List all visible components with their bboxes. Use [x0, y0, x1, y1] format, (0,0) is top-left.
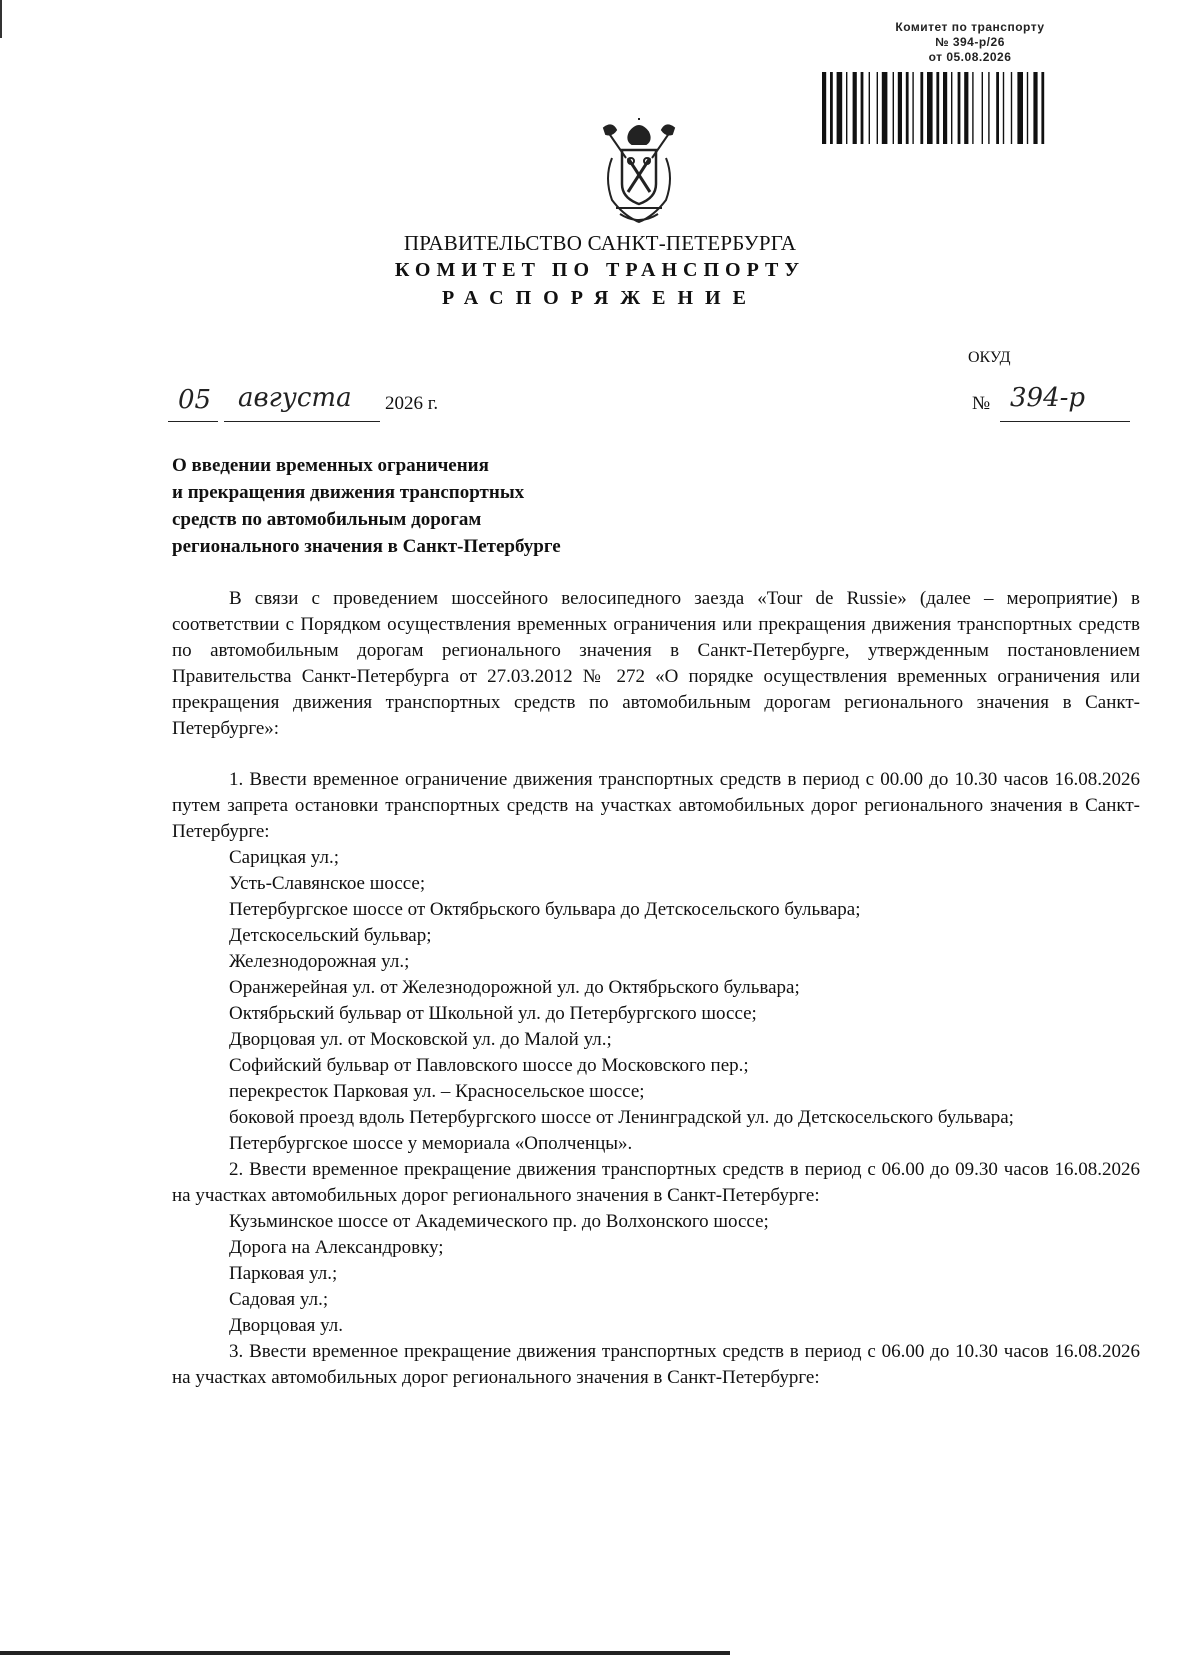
title-line: средств по автомобильным дорогам — [172, 509, 482, 530]
date-year: 2026 г. — [385, 393, 439, 414]
item-2-road: Дворцовая ул. — [229, 1315, 344, 1336]
okud-label: ОКУД — [968, 349, 1011, 366]
barcode-bar — [853, 72, 857, 144]
title-line: и прекращения движения транспортных — [172, 482, 525, 503]
barcode-bar — [882, 72, 888, 144]
intro-paragraph: В связи с проведением шоссейного велосипедного заезда «Tour de Russie» (далее – мероприятие) в соответствии с Порядком осуществления временных ограничения или прекращения движения транспортных средств по автомобильным дорогам регионального значения в Санкт-Петербурге, утвержденным постановлением Правительства Санкт-Петербурга от 27.03.2012 № 272 «О порядке осуществления временных ограничения или прекращения движения транспортных средств по автомобильным дорогам регионального значения в Санкт-Петербурге»: — [172, 588, 1140, 739]
barcode-bar — [822, 72, 826, 144]
barcode-bar — [1027, 72, 1028, 144]
document-body — [172, 586, 1140, 1391]
barcode-bar — [1003, 72, 1004, 144]
barcode-bar — [936, 72, 939, 144]
number-sign: № — [972, 393, 991, 414]
title-line: О введении временных ограничения — [172, 455, 489, 476]
barcode-bar — [958, 72, 961, 144]
barcode-bar — [898, 72, 902, 144]
date-day: 05 — [178, 385, 212, 415]
committee-name: КОМИТЕТ ПО ТРАНСПОРТУ — [394, 259, 806, 281]
barcode-bar — [1017, 72, 1023, 144]
item-1-road: Детскосельский бульвар; — [229, 925, 432, 946]
barcode-bar — [893, 72, 894, 144]
barcode-bar — [830, 72, 833, 144]
barcode-bar — [1033, 72, 1037, 144]
barcode-bar — [877, 72, 878, 144]
item-1-road: Софийский бульвар от Павловского шоссе до Московского пер.; — [229, 1055, 749, 1076]
item-1-road: Дворцовая ул. от Московской ул. до Малой ул.; — [229, 1029, 612, 1050]
barcode-bar — [1011, 72, 1012, 144]
item-1-road: Петербургское шоссе от Октябрьского бульвара до Детскосельского бульвара; — [229, 899, 861, 920]
item-1-road: Железнодорожная ул.; — [229, 951, 410, 972]
item-1-road: Оранжерейная ул. от Железнодорожной ул. до Октябрьского бульвара; — [229, 977, 800, 998]
item-2-road: Кузьминское шоссе от Академического пр. до Волхонского шоссе; — [229, 1211, 769, 1232]
barcode-bar — [951, 72, 952, 144]
item-1-road: Усть-Славянское шоссе; — [229, 873, 426, 894]
item-1-road: боковой проезд вдоль Петербургского шоссе от Ленинградской ул. до Детскосельского бульвара; — [229, 1107, 1014, 1128]
item-2-road: Парковая ул.; — [229, 1263, 338, 1284]
barcode-bar — [906, 72, 909, 144]
barcode-bar — [982, 72, 983, 144]
document-number: 394-р — [1010, 383, 1086, 413]
barcode-bar — [861, 72, 864, 144]
stamp-line-3: от 05.08.2026 — [928, 50, 1012, 64]
registration-stamp — [870, 20, 1070, 65]
barcode-bar — [996, 72, 999, 144]
document-title — [172, 452, 561, 560]
title-line: регионального значения в Санкт-Петербурге — [172, 536, 561, 557]
item-2-road: Дорога на Александровку; — [229, 1237, 444, 1258]
number-underline — [1000, 421, 1130, 422]
date-month-underline — [224, 421, 380, 422]
barcode-bar — [964, 72, 968, 144]
document-type: РАСПОРЯЖЕНИЕ — [442, 287, 758, 309]
barcode-bar — [920, 72, 923, 144]
barcode-bar — [1041, 72, 1044, 144]
item-1-paragraph: 1. Ввести временное ограничение движения транспортных средств в период с 00.00 до 10.30 часов 16.08.2026 путем запрета остановки транспортных средств на участках автомобильных дорог регионального значения в Санкт-Петербурге: — [172, 769, 1140, 842]
item-1-road: перекресток Парковая ул. – Красносельское шоссе; — [229, 1081, 645, 1102]
date-day-underline — [168, 421, 218, 422]
barcode-bar — [869, 72, 870, 144]
barcode-bar — [943, 72, 947, 144]
coat-of-arms-emblem — [598, 118, 680, 226]
item-2-paragraph: 2. Ввести временное прекращение движения транспортных средств в период с 06.00 до 09.30 часов 16.08.2026 на участках автомобильных дорог регионального значения в Санкт-Петербурге: — [172, 1159, 1140, 1206]
item-1-road: Октябрьский бульвар от Школьной ул. до Петербургского шоссе; — [229, 1003, 757, 1024]
government-name: ПРАВИТЕЛЬСТВО САНКТ-ПЕТЕРБУРГА — [403, 231, 797, 255]
barcode-bar — [837, 72, 843, 144]
barcode-bar — [988, 72, 989, 144]
item-1-road: Петербургское шоссе у мемориала «Ополченцы». — [229, 1133, 633, 1154]
scan-edge-mark — [0, 0, 2, 38]
stamp-line-2: № 394-р/26 — [935, 35, 1005, 49]
barcode — [820, 72, 1124, 152]
item-1-road: Сарицкая ул.; — [229, 847, 339, 868]
barcode-bar — [846, 72, 847, 144]
scan-bottom-edge — [0, 1651, 730, 1655]
barcode-bar — [927, 72, 933, 144]
date-month: августа — [238, 383, 352, 413]
barcode-bar — [972, 72, 973, 144]
barcode-bar — [912, 72, 913, 144]
item-2-road: Садовая ул.; — [229, 1289, 329, 1310]
stamp-line-1: Комитет по транспорту — [895, 20, 1045, 34]
item-3-paragraph: 3. Ввести временное прекращение движения транспортных средств в период с 06.00 до 10.30 часов 16.08.2026 на участках автомобильных дорог регионального значения в Санкт-Петербурге: — [172, 1341, 1140, 1388]
